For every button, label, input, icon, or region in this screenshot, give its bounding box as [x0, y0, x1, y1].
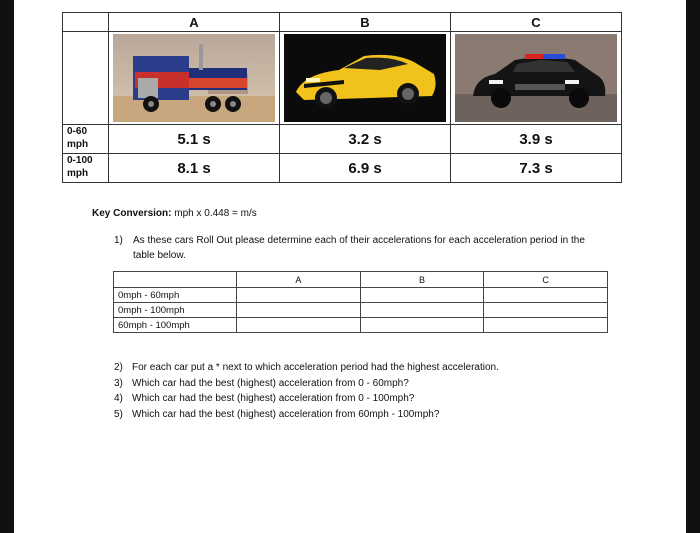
answer-cell[interactable] — [237, 288, 361, 303]
row-label-line1: 0-100 — [67, 155, 93, 166]
key-text: mph x 0.448 = m/s — [171, 208, 257, 219]
column-header-a: A — [109, 13, 280, 32]
question-number: 2) — [114, 362, 123, 373]
time-cell: 3.9 s — [451, 125, 622, 154]
empty-cell — [63, 32, 109, 125]
police-car-cell — [451, 32, 622, 125]
column-header-a: A — [237, 272, 361, 288]
column-header-b: B — [280, 13, 451, 32]
car-times-table — [62, 12, 622, 183]
row-label-line1: 0-60 — [67, 126, 88, 137]
row-label-0-100 — [63, 154, 109, 183]
answer-cell[interactable] — [360, 288, 484, 303]
question-2 — [114, 360, 499, 376]
question-text: Which car had the best (highest) acceleration from 60mph - 100mph? — [132, 408, 440, 420]
camaro-image — [284, 34, 446, 122]
police-car-image — [455, 34, 617, 122]
answer-cell[interactable] — [360, 318, 484, 333]
answer-cell[interactable] — [237, 303, 361, 318]
question-number: 4) — [114, 393, 123, 404]
question-list — [114, 360, 499, 422]
truck-cell — [109, 32, 280, 125]
answer-cell[interactable] — [484, 288, 608, 303]
column-header-b: B — [360, 272, 484, 288]
time-cell: 3.2 s — [280, 125, 451, 154]
camaro-cell — [280, 32, 451, 125]
answer-cell[interactable] — [237, 318, 361, 333]
question-5 — [114, 407, 499, 423]
question-3 — [114, 376, 499, 392]
answer-cell[interactable] — [484, 318, 608, 333]
question-text: Which car had the best (highest) acceleration from 0 - 60mph? — [132, 377, 409, 389]
question-text: As these cars Roll Out please determine each of their accelerations for each acceleration period in the table below. — [133, 235, 585, 261]
right-border-bar — [686, 0, 700, 533]
column-header-c: C — [484, 272, 608, 288]
question-number: 3) — [114, 377, 123, 389]
row-label-0-60 — [63, 125, 109, 154]
answer-cell[interactable] — [360, 303, 484, 318]
question-4 — [114, 391, 499, 407]
time-cell: 6.9 s — [280, 154, 451, 183]
column-header-c: C — [451, 13, 622, 32]
truck-image — [113, 34, 275, 122]
answer-cell[interactable] — [484, 303, 608, 318]
question-text: For each car put a * next to which acceleration period had the highest acceleration. — [132, 362, 499, 373]
question-1 — [114, 233, 604, 263]
key-conversion — [92, 208, 257, 219]
corner-cell — [63, 13, 109, 32]
row-label-line2: mph — [67, 168, 89, 179]
period-label: 0mph - 100mph — [114, 303, 237, 318]
acceleration-table — [113, 271, 608, 333]
time-cell: 5.1 s — [109, 125, 280, 154]
period-label: 0mph - 60mph — [114, 288, 237, 303]
question-number: 5) — [114, 408, 123, 420]
time-cell: 7.3 s — [451, 154, 622, 183]
time-cell: 8.1 s — [109, 154, 280, 183]
period-label: 60mph - 100mph — [114, 318, 237, 333]
row-label-line2: mph — [67, 139, 89, 150]
question-number: 1) — [114, 235, 123, 246]
left-border-bar — [0, 0, 14, 533]
corner-cell — [114, 272, 237, 288]
key-label: Key Conversion: — [92, 208, 172, 219]
question-text: Which car had the best (highest) acceleration from 0 - 100mph? — [132, 393, 415, 404]
